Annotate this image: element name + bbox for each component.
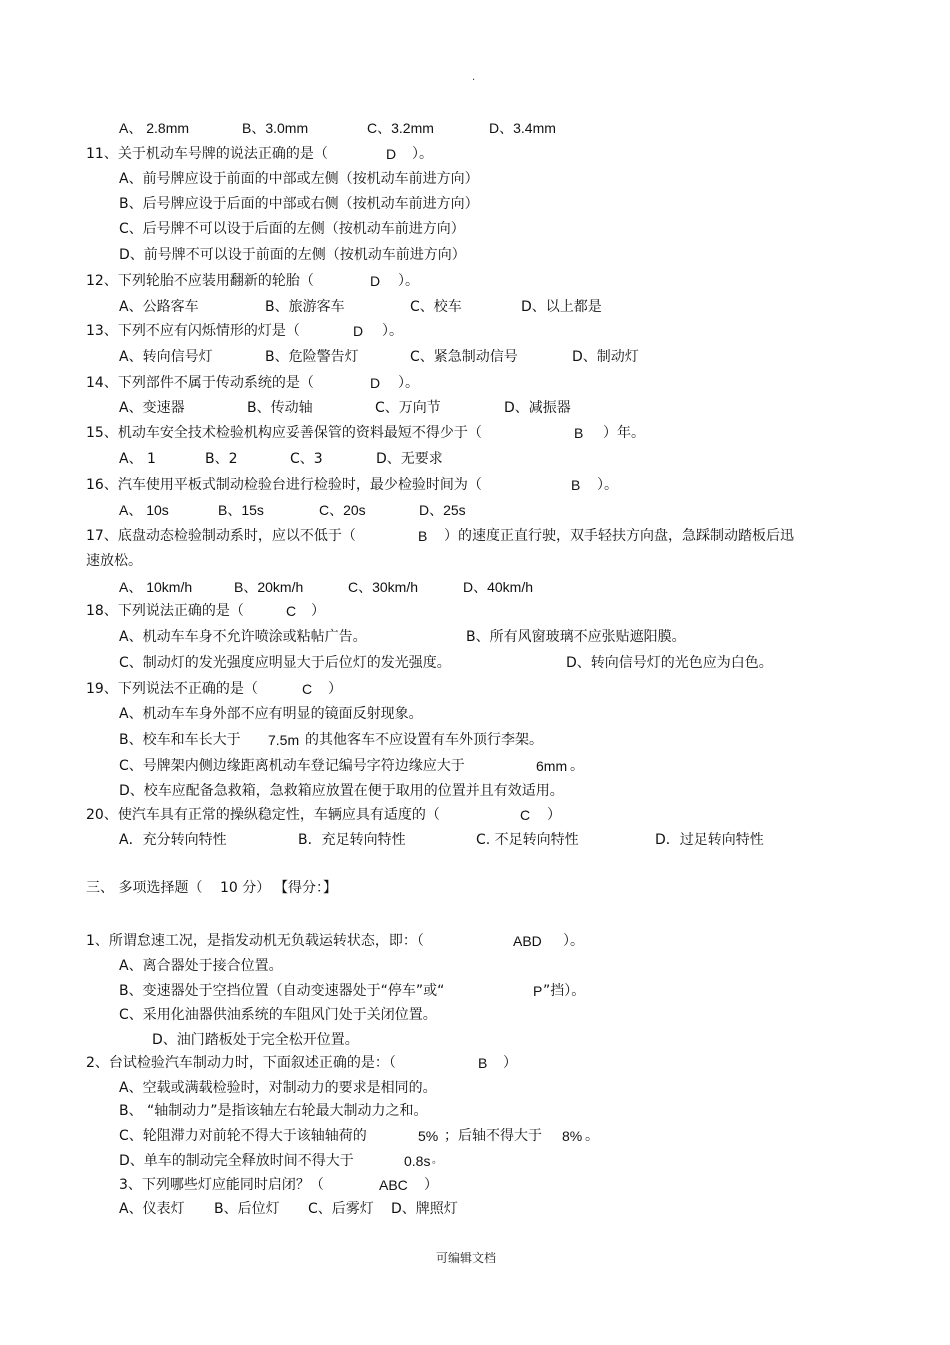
option-b <box>0 982 950 1000</box>
option-c: C、3.2mm <box>367 120 434 136</box>
option-a: A、机动车车身不允许喷涂或粘帖广告。 <box>119 629 367 645</box>
question-stem: 16、汽车使用平板式制动检验台进行检验时，最少检验时间为（ <box>86 477 482 493</box>
section-title-prefix: 三、 多项选择题（ <box>86 880 203 896</box>
q17-options <box>0 578 950 596</box>
option-c: C、后号牌不可以设于后面的左侧（按机动车前进方向） <box>119 221 465 237</box>
option-text-tail: 的其他客车不应设置有车外顶行李架。 <box>305 732 543 748</box>
option-a: A、 10km/h <box>119 579 193 595</box>
header-mark: . <box>472 72 476 83</box>
answer-mark: B <box>574 425 584 441</box>
option-text-tail: 。 <box>570 758 584 774</box>
question-close: ）。 <box>398 375 419 391</box>
option-b: B、后位灯 <box>214 1201 280 1217</box>
question-close: ） <box>311 603 325 619</box>
multi-question-1 <box>0 932 950 950</box>
option-c: C、采用化油器供油系统的车阻风门处于关闭位置。 <box>119 1007 437 1023</box>
option-b: B、3.0mm <box>242 120 309 136</box>
question-stem: 20、使汽车具有正常的操纵稳定性，车辆应具有适度的（ <box>86 807 440 823</box>
question-close: ）年。 <box>603 425 645 441</box>
option-c: C、后雾灯 <box>308 1201 374 1217</box>
option-d: D、校车应配备急救箱，急救箱应放置在便于取用的位置并且有效适用。 <box>119 783 564 799</box>
option-b: B、旅游客车 <box>265 299 345 315</box>
option-value: 0.8s <box>404 1153 431 1169</box>
option-a: A、 2.8mm <box>119 120 190 136</box>
question-close: ）的速度正直行驶，双手轻扶方向盘，急踩制动踏板后迅 <box>444 528 794 544</box>
option-value: P <box>533 983 543 999</box>
multi-question-2 <box>0 1054 950 1072</box>
option-text-tail: 。 <box>585 1128 599 1144</box>
question-stem: 2、台试检验汽车制动力时，下面叙述正确的是：（ <box>86 1055 396 1071</box>
answer-mark: B <box>418 528 428 544</box>
option-value: 5% <box>418 1128 439 1144</box>
option-text: C、号牌架内侧边缘距离机动车登记编号字符边缘应大于 <box>119 758 465 774</box>
answer-mark: B <box>571 477 581 493</box>
option-a: A、公路客车 <box>119 299 199 315</box>
option-value-2: 8% <box>562 1128 583 1144</box>
question-stem: 18、下列说法正确的是（ <box>86 603 244 619</box>
option-a: A、仪表灯 <box>119 1201 185 1217</box>
option-d: D．过足转向特性 <box>655 832 764 848</box>
option-c: C、万向节 <box>375 400 441 416</box>
option-value: 7.5m <box>268 732 300 748</box>
q3-options <box>0 1200 950 1218</box>
option-a: A、变速器 <box>119 400 185 416</box>
option-text: B、校车和车长大于 <box>119 732 241 748</box>
question-close: ） <box>547 807 561 823</box>
option-a: A、前号牌应设于前面的中部或左侧（按机动车前进方向） <box>119 171 479 187</box>
section-points: 10 分） <box>220 880 271 896</box>
option-d: D、以上都是 <box>521 299 602 315</box>
option-a: A、离合器处于接合位置。 <box>119 958 283 974</box>
answer-mark: B <box>478 1055 488 1071</box>
question-19 <box>0 680 950 698</box>
option-b: B．充足转向特性 <box>298 832 406 848</box>
question-close: ）。 <box>597 477 618 493</box>
question-17 <box>0 527 950 545</box>
option-a: A．充分转向特性 <box>119 832 227 848</box>
option-a: A、空载或满载检验时，对制动力的要求是相同的。 <box>119 1080 437 1096</box>
multi-question-3 <box>0 1176 950 1194</box>
question-12 <box>0 272 950 290</box>
q10-options <box>0 119 950 137</box>
answer-mark: C <box>286 603 297 619</box>
answer-mark: C <box>520 807 531 823</box>
q16-options <box>0 501 950 519</box>
option-c: C、30km/h <box>348 579 419 595</box>
question-stem: 14、下列部件不属于传动系统的是（ <box>86 375 314 391</box>
question-stem-continued: 速放松。 <box>86 553 142 569</box>
option-d: D、转向信号灯的光色应为白色。 <box>566 655 773 671</box>
option-d: D、25s <box>419 502 466 518</box>
section-title <box>0 879 950 897</box>
option-a: A、 1 <box>119 451 156 467</box>
question-15 <box>0 424 950 442</box>
option-c: C、3 <box>290 451 323 467</box>
option-d: D、40km/h <box>463 579 534 595</box>
option-b: B、传动轴 <box>247 400 313 416</box>
option-b <box>0 731 950 749</box>
answer-mark: C <box>302 681 313 697</box>
option-b: B、15s <box>218 502 264 518</box>
answer-mark: D <box>370 273 381 289</box>
question-close: ）。 <box>412 146 433 162</box>
option-d: D、3.4mm <box>489 120 556 136</box>
option-d: D、制动灯 <box>572 349 639 365</box>
q20-options <box>0 831 950 849</box>
option-b: B、后号牌应设于后面的中部或右侧（按机动车前进方向） <box>119 196 479 212</box>
question-close: ） <box>503 1055 517 1071</box>
option-text-tail: 。 <box>432 1155 442 1166</box>
option-c: C、紧急制动信号 <box>410 349 518 365</box>
option-d: D、无要求 <box>376 451 443 467</box>
question-close: ） <box>328 681 342 697</box>
option-d: D、减振器 <box>504 400 571 416</box>
question-20 <box>0 806 950 824</box>
q18-options-cd <box>0 654 950 672</box>
question-stem: 17、底盘动态检验制动系时，应以不低于（ <box>86 528 356 544</box>
option-b: B、2 <box>205 451 238 467</box>
answer-mark: ABD <box>513 933 542 949</box>
option-c: C、制动灯的发光强度应明显大于后位灯的发光强度。 <box>119 655 451 671</box>
question-stem: 15、机动车安全技术检验机构应妥善保管的资料最短不得少于（ <box>86 425 482 441</box>
question-13 <box>0 322 950 340</box>
option-b: B、20km/h <box>234 579 304 595</box>
option-d: D、油门踏板处于完全松开位置。 <box>152 1032 359 1048</box>
answer-mark: D <box>386 146 397 162</box>
option-c <box>0 757 950 775</box>
option-d <box>0 1152 950 1170</box>
option-text: C、轮阻滞力对前轮不得大于该轴轴荷的 <box>119 1128 367 1144</box>
question-18 <box>0 602 950 620</box>
question-stem: 1、所谓怠速工况，是指发动机无负载运转状态，即：（ <box>86 933 424 949</box>
option-text: D、单车的制动完全释放时间不得大于 <box>119 1153 354 1169</box>
q12-options <box>0 298 950 316</box>
option-b: B、危险警告灯 <box>265 349 359 365</box>
option-a: A、 10s <box>119 502 169 518</box>
question-stem: 13、下列不应有闪烁情形的灯是（ <box>86 323 300 339</box>
question-close: ）。 <box>382 323 403 339</box>
option-text: B、变速器处于空挡位置（自动变速器处于“停车”或“ <box>119 983 445 999</box>
q13-options <box>0 348 950 366</box>
q14-options <box>0 399 950 417</box>
option-text-tail: ”挡）。 <box>543 983 586 999</box>
question-stem: 11、关于机动车号牌的说法正确的是（ <box>86 146 328 162</box>
option-value: 6mm <box>536 758 568 774</box>
option-c: C. 不足转向特性 <box>476 832 579 848</box>
q18-options-ab <box>0 628 950 646</box>
question-close: ）。 <box>563 933 584 949</box>
option-a: A、机动车车身外部不应有明显的镜面反射现象。 <box>119 706 423 722</box>
option-c: C、20s <box>319 502 366 518</box>
question-stem: 12、下列轮胎不应装用翻新的轮胎（ <box>86 273 314 289</box>
question-stem: 3、下列哪些灯应能同时启闭？（ <box>119 1177 324 1193</box>
option-c <box>0 1127 950 1145</box>
score-label: 【得分：】 <box>274 880 337 896</box>
answer-mark: ABC <box>379 1177 408 1193</box>
q15-options <box>0 450 950 468</box>
question-close: ）。 <box>398 273 419 289</box>
question-close: ） <box>424 1177 438 1193</box>
question-stem: 19、下列说法不正确的是（ <box>86 681 258 697</box>
question-14 <box>0 374 950 392</box>
answer-mark: D <box>353 323 364 339</box>
option-c: C、校车 <box>410 299 462 315</box>
option-a: A、转向信号灯 <box>119 349 213 365</box>
option-d: D、前号牌不可以设于前面的左侧（按机动车前进方向） <box>119 247 466 263</box>
answer-mark: D <box>370 375 381 391</box>
option-text-mid: ；后轴不得大于 <box>444 1128 542 1144</box>
option-b: B、 “轴制动力”是指该轴左右轮最大制动力之和。 <box>119 1103 428 1119</box>
footer-text: 可编辑文档 <box>436 1251 497 1265</box>
option-b: B、所有风窗玻璃不应张贴遮阳膜。 <box>466 629 686 645</box>
question-11 <box>0 145 950 163</box>
option-d: D、牌照灯 <box>391 1201 458 1217</box>
question-16 <box>0 476 950 494</box>
